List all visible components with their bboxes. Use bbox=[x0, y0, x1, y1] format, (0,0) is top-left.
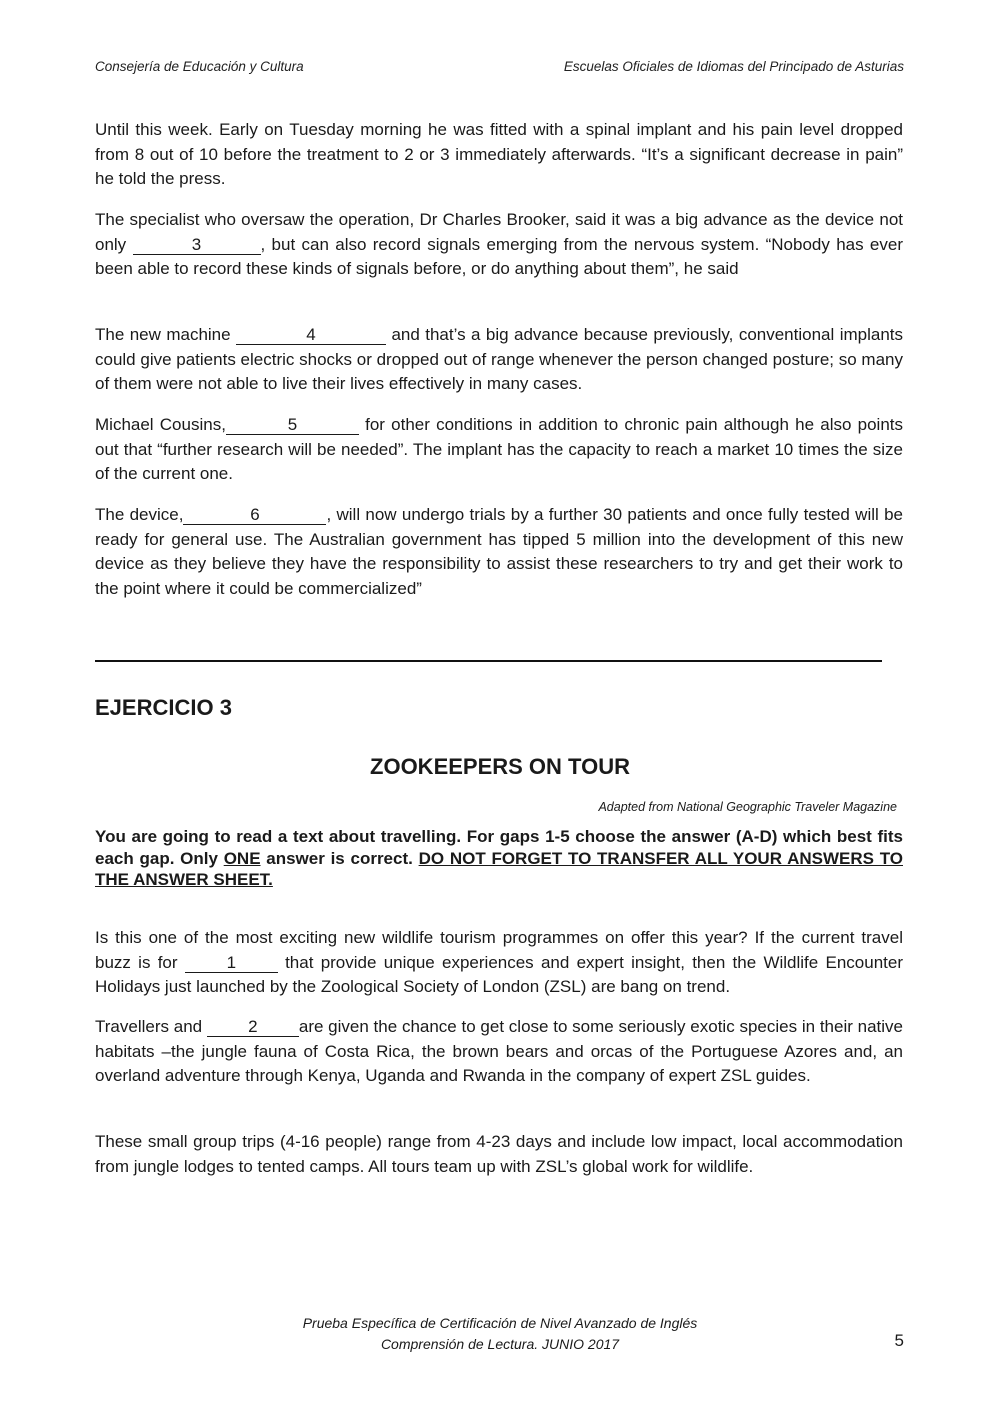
article-paragraph-2-text-a: Travellers and bbox=[95, 1017, 207, 1036]
paragraph-5-text-a: The device, bbox=[95, 505, 184, 524]
instructions-one: ONE bbox=[223, 848, 261, 868]
gap-3[interactable]: 3 bbox=[133, 235, 261, 255]
article-paragraph-2 bbox=[95, 1015, 903, 1089]
instructions bbox=[95, 826, 903, 891]
gap-4[interactable]: 4 bbox=[236, 325, 386, 345]
paragraph-1: Until this week. Early on Tuesday morning he was fitted with a spinal implant and his pain level dropped from 8 out of 10 before the treatment to 2 or 3 immediately afterwards. “It’s a significant decrease in pain” he told the press. bbox=[95, 120, 903, 189]
article-title: ZOOKEEPERS ON TOUR bbox=[370, 754, 630, 779]
footer-line-1: Prueba Específica de Certificación de Nivel Avanzado de Inglés bbox=[302, 1315, 698, 1331]
paragraph-5-text-b: , will now undergo trials by a further 30 patients and once fully tested will be ready for general use. The Australian government has tipped 5 million into the development of this new device as they believe they have the responsibility to assist these researchers to try and get their work to the point where it could be commercialized” bbox=[95, 505, 903, 598]
gap-5[interactable]: 5 bbox=[226, 415, 359, 435]
section-divider bbox=[95, 660, 882, 662]
header-left: Consejería de Educación y Cultura bbox=[95, 59, 304, 74]
header-right: Escuelas Oficiales de Idiomas del Principado de Asturias bbox=[563, 59, 904, 74]
page-number: 5 bbox=[894, 1331, 904, 1350]
paragraph-2 bbox=[95, 208, 903, 282]
article-paragraph-1-text-a: Is this one of the most exciting new wildlife tourism programmes on offer this year? If the current travel buzz is for bbox=[95, 928, 903, 972]
paragraph-2-text-a: The specialist who oversaw the operation, Dr Charles Brooker, said it was a big advance as the device not only bbox=[95, 210, 903, 254]
paragraph-4-text-a: Michael Cousins, bbox=[95, 415, 226, 434]
paragraph-5 bbox=[95, 503, 903, 601]
paragraph-2-text-b: , but can also record signals emerging from the nervous system. “Nobody has ever been able to record these kinds of signals before, or do anything about them”, he said bbox=[95, 234, 903, 279]
exercise-title: EJERCICIO 3 bbox=[95, 695, 232, 720]
article-paragraph-2-text-b: are given the chance to get close to some seriously exotic species in their native habitats –the jungle fauna of Costa Rica, the brown bears and orcas of the Portuguese Azores and, an overland adventure through Kenya, Uganda and Rwanda in the company of expert ZSL guides. bbox=[95, 1017, 903, 1086]
instructions-transfer: DO NOT FORGET TO TRANSFER ALL YOUR ANSWERS TO THE ANSWER SHEET. bbox=[95, 848, 903, 889]
paragraph-4 bbox=[95, 413, 903, 487]
footer bbox=[0, 1313, 1000, 1355]
instructions-text-a: You are going to read a text about travelling. For gaps 1-5 choose the answer (A-D) which best fits each gap. Only bbox=[95, 827, 903, 868]
gap-1[interactable]: 1 bbox=[185, 953, 278, 973]
article-paragraph-1-text-b: that provide unique experiences and expert insight, then the Wildlife Encounter Holidays just launched by the Zoological Society of London (ZSL) are bang on trend. bbox=[95, 952, 903, 997]
paragraph-4-text-b: for other conditions in addition to chronic pain although he also points out that “further research will be needed”. The implant has the capacity to reach a market 10 times the size of the current one. bbox=[95, 415, 903, 484]
article-paragraph-3: These small group trips (4-16 people) range from 4-23 days and include low impact, local accommodation from jungle lodges to tented camps. All tours team up with ZSL’s global work for wildlife. bbox=[95, 1132, 903, 1176]
paragraph-3 bbox=[95, 323, 903, 397]
footer-line-2: Comprensión de Lectura. JUNIO 2017 bbox=[380, 1336, 620, 1352]
paragraph-3-text-a: The new machine bbox=[95, 325, 237, 344]
instructions-text-b: answer is correct. bbox=[260, 848, 419, 868]
article-paragraph-1 bbox=[95, 926, 903, 1000]
gap-2[interactable]: 2 bbox=[207, 1017, 299, 1037]
source-credit: Adapted from National Geographic Traveler Magazine bbox=[598, 800, 897, 814]
gap-6[interactable]: 6 bbox=[183, 505, 326, 525]
paragraph-3-text-b: and that’s a big advance because previously, conventional implants could give patients electric shocks or dropped out of range whenever the person changed posture; so many of them were not able to live their lives effectively in many cases. bbox=[95, 325, 904, 394]
